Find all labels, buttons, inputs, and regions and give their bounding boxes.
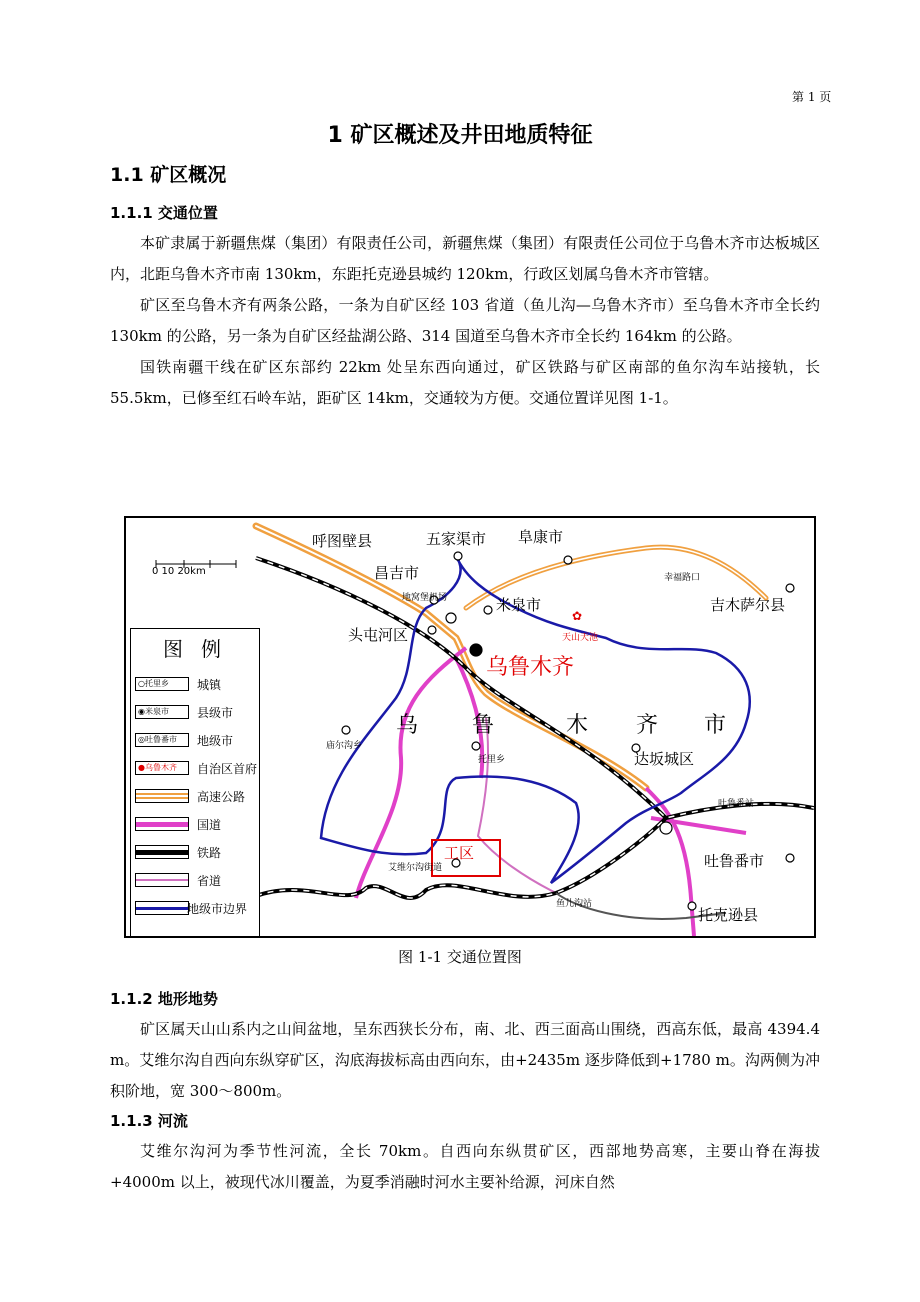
railway-symbol (135, 845, 189, 859)
terrain-paragraph: 矿区属天山山系内之山间盆地，呈东西狭长分布，南、北、西三面高山围绕，西高东低，最高 4394.4 m。艾维尔沟自西向东纵穿矿区，沟底海拔标高由西向东，由+2435m 逐步降低到+1780 m。沟两侧为冲积阶地，宽 300～800m。 (110, 1020, 820, 1100)
legend-item-expressway (135, 785, 257, 807)
provincial-road-lines (478, 718, 556, 893)
page-number: 第 1 页 (792, 90, 832, 104)
legend-title: 图例 (163, 637, 239, 661)
boundary-symbol (135, 901, 189, 915)
legend-label: 地级市边界 (187, 902, 248, 916)
region-char-4: 齐 (636, 713, 659, 738)
section-heading-1-1: 1.1 矿区概况 (110, 164, 227, 186)
traffic-text (110, 228, 820, 414)
map-legend (130, 628, 260, 938)
label-xingfulukou: 幸福路口 (664, 573, 701, 583)
traffic-paragraph-3: 国铁南疆干线在矿区东部约 22km 处呈东西向通过，矿区铁路与矿区南部的鱼尔沟车站接轨，长 55.5km，已修至红石岭车站，距矿区 14km，交通较为方便。交通位置详见图 1-1。 (110, 358, 820, 407)
legend-item-county-city (135, 701, 257, 723)
legend-item-town (135, 673, 257, 695)
region-char-5: 市 (704, 713, 727, 738)
national-road-symbol (135, 817, 189, 831)
legend-item-boundary (135, 897, 257, 919)
legend-label: 铁路 (197, 846, 222, 860)
label-wujiaqu: 五家渠市 (426, 530, 487, 548)
label-tulufan-station: 吐鲁番站 (718, 799, 755, 809)
label-dibao-airport: 地窝堡机场 (402, 593, 448, 603)
legend-label: 县级市 (197, 706, 234, 720)
region-char-1: 乌 (396, 713, 419, 738)
traffic-paragraph-2: 矿区至乌鲁木齐有两条公路，一条为自矿区经 103 省道（鱼儿沟—乌鲁木齐市）至乌鲁木齐市全长约 130km 的公路，另一条为自矿区经盐湖公路、314 国道至乌鲁木齐市全长约 164km 的公路。 (110, 296, 820, 345)
section-heading-1-1-2: 1.1.2 地形地势 (110, 990, 218, 1008)
label-tuolixiang: 托里乡 (478, 755, 506, 765)
expressway-symbol (135, 789, 189, 803)
legend-label: 地级市 (197, 734, 234, 748)
label-aiweier: 艾维尔沟街道 (388, 863, 443, 873)
legend-label: 省道 (197, 874, 222, 888)
scale-label: 0 10 20km (152, 566, 206, 577)
legend-label: 高速公路 (197, 790, 246, 804)
tianchi-icon: ✿ (572, 609, 583, 623)
traffic-paragraph-1: 本矿隶属于新疆焦煤（集团）有限责任公司，新疆焦煤（集团）有限责任公司位于乌鲁木齐市达板城区内，北距乌鲁木齐市南 130km，东距托克逊县城约 120km，行政区划属乌鲁木齐市管辖。 (110, 234, 820, 283)
legend-item-railway (135, 841, 257, 863)
label-urumqi: 乌鲁木齐 (486, 655, 575, 680)
legend-symbol: ◉米泉市 (135, 705, 189, 719)
legend-item-provincial-road (135, 869, 257, 891)
river-paragraph: 艾维尔沟河为季节性河流，全长 70km。自西向东纵贯矿区，西部地势高寒，主要山脊在海拔+4000m 以上，被现代冰川覆盖，为夏季消融时河水主要补给源，河床自然 (110, 1142, 820, 1191)
label-yuergou: 鱼儿沟站 (556, 899, 593, 909)
provincial-road-symbol (135, 873, 189, 887)
label-toutunhe: 头屯河区 (348, 626, 409, 644)
label-changji: 昌吉市 (374, 564, 420, 582)
label-hutubi: 呼图壁县 (312, 532, 373, 550)
label-mine-area: 工区 (444, 844, 475, 862)
region-char-2: 鲁 (472, 713, 495, 738)
legend-item-national-road (135, 813, 257, 835)
legend-label: 城镇 (197, 678, 222, 692)
label-dabancheng: 达坂城区 (634, 750, 695, 768)
river-text (110, 1136, 820, 1198)
label-turpan: 吐鲁番市 (704, 852, 765, 870)
legend-item-capital (135, 757, 257, 779)
terrain-text (110, 1014, 820, 1107)
legend-symbol: ●乌鲁木齐 (135, 761, 189, 775)
figure-caption: 图 1-1 交通位置图 (398, 948, 522, 966)
label-tuokexun: 托克逊县 (698, 906, 759, 924)
legend-item-prefecture-city (135, 729, 257, 751)
legend-label: 自治区首府 (197, 762, 258, 776)
legend-label: 国道 (197, 818, 222, 832)
legend-symbol: ◎吐鲁番市 (135, 733, 189, 747)
section-heading-1-1-3: 1.1.3 河流 (110, 1112, 188, 1130)
legend-symbol: ○托里乡 (135, 677, 189, 691)
label-jimusar: 吉木萨尔县 (710, 596, 786, 614)
label-tianchi: 天山天池 (562, 633, 599, 643)
traffic-location-map (124, 516, 816, 938)
label-miquan: 米泉市 (496, 596, 542, 614)
label-miaoergou: 庙尔沟乡 (326, 741, 363, 751)
chapter-title: 1 矿区概述及井田地质特征 (327, 123, 593, 148)
region-char-3: 木 (566, 713, 589, 738)
section-heading-1-1-1: 1.1.1 交通位置 (110, 204, 218, 222)
label-fukang: 阜康市 (518, 528, 564, 546)
